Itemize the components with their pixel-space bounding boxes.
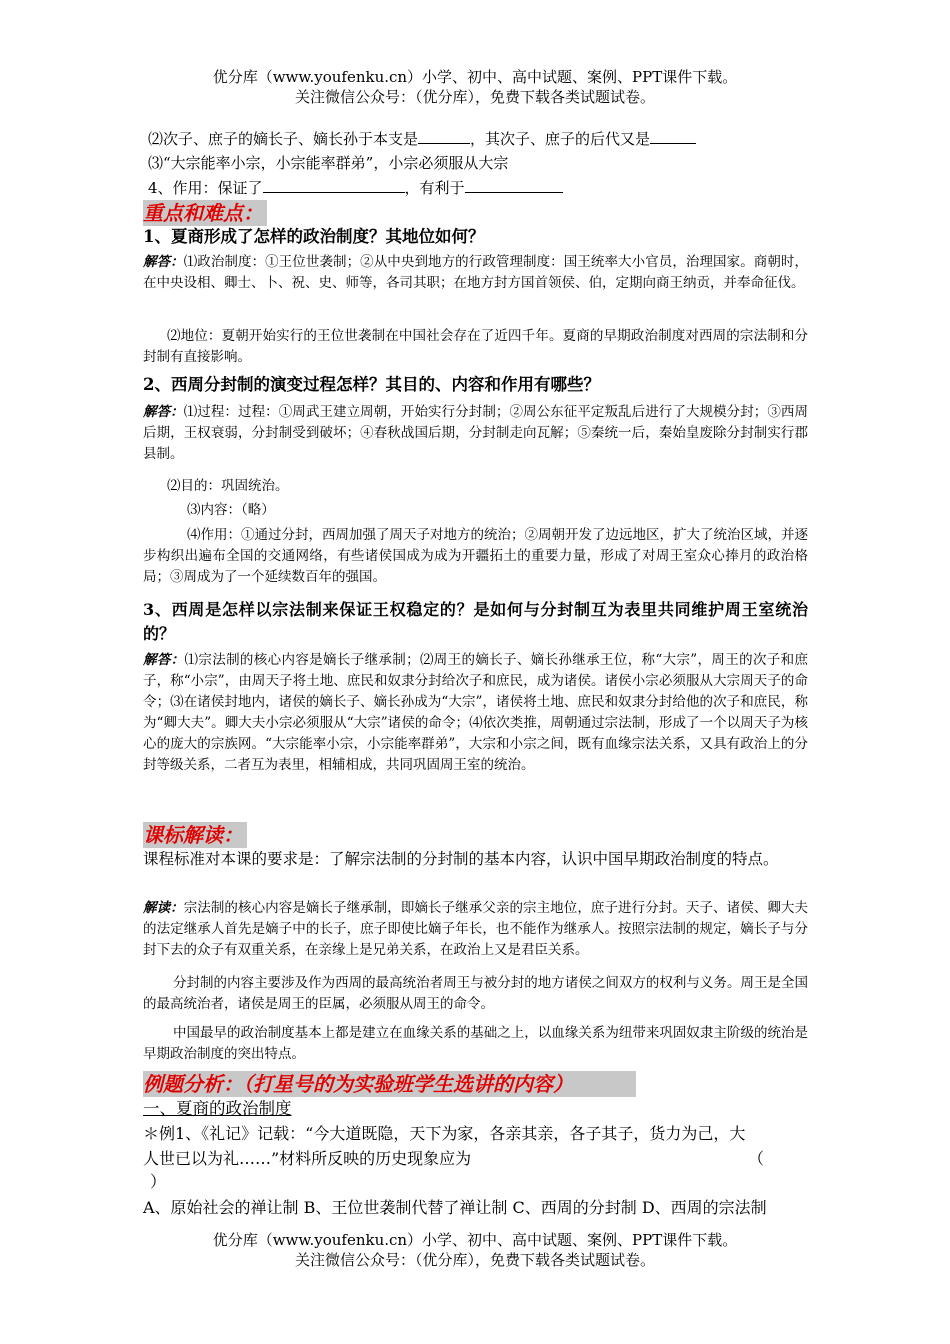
blank [263, 177, 405, 193]
item-4-text-a: 4、作用：保证了 [148, 179, 263, 197]
answer-2-part1 [143, 402, 808, 465]
question-2: 2、西周分封制的演变过程怎样？其目的、内容和作用有哪些？ [143, 375, 600, 394]
page-footer-line1: 优分库（www.youfenku.cn）小学、初中、高中试题、案例、PPT课件下载。 [212, 1231, 738, 1249]
item-2 [148, 128, 696, 149]
interpretation-1-text: 宗法制的核心内容是嫡长子继承制，即嫡长子继承父亲的宗主地位，庶子进行分封。天子、诸侯、卿大夫的法定继承人首先是嫡子中的长子，庶子即使比嫡子年长，也不能作为继承人。按照宗法制的规定，嫡长子与分封下去的众子有双重关系，在亲缘上是兄弟关系，在政治上又是君臣关系。 [143, 900, 808, 958]
example-1-paren-close: ） [150, 1172, 167, 1191]
answer-2-text: ⑴过程：过程：①周武王建立周朝，开始实行分封制；②周公东征平定叛乱后进行了大规模分封；③西周后期，王权衰弱，分封制受到破坏；④春秋战国后期，分封制走向瓦解；⑤秦统一后，秦始皇废除分封制实行郡县制。 [143, 404, 808, 462]
blank [650, 128, 696, 144]
heading-standard: 课标解读： [143, 822, 247, 848]
heading-key-points: 重点和难点： [143, 200, 267, 226]
answer-3 [143, 650, 808, 776]
item-4-text-b: ，有利于 [404, 179, 465, 197]
item-2-text-b: ，其次子、庶子的后代又是 [470, 130, 651, 148]
question-3: 3、西周是怎样以宗法制来保证王权稳定的？是如何与分封制互为表里共同维护周王室统治的？ [143, 600, 808, 643]
answer-1-part1 [143, 252, 808, 294]
blank [418, 128, 470, 144]
answer-2-part3: ⑶内容：（略） [187, 502, 275, 518]
interpretation-1 [143, 898, 808, 961]
blank [465, 177, 563, 193]
interpretation-3: 中国最早的政治制度基本上都是建立在血缘关系的基础之上，以血缘关系为纽带来巩固奴隶主阶级的统治是早期政治制度的突出特点。 [143, 1025, 808, 1062]
section-heading-1: 一、夏商的政治制度 [143, 1099, 292, 1118]
question-1: 1、夏商形成了怎样的政治制度？其地位如何？ [143, 227, 485, 246]
item-2-text-a: ⑵次子、庶子的嫡长子、嫡长孙于本支是 [148, 130, 419, 148]
example-1-line1: ＊例1、《礼记》记载：“今大道既隐，天下为家，各亲其亲，各子其子，货力为己，大 [143, 1124, 746, 1143]
answer-2-part2: ⑵目的：巩固统治。 [167, 478, 289, 494]
example-1-paren-open: （ [748, 1149, 765, 1168]
interpretation-2: 分封制的内容主要涉及作为西周的最高统治者周王与被分封的地方诸侯之间双方的权利与义务。周王是全国的最高统治者，诸侯是周王的臣属，必须服从周王的命令。 [143, 975, 808, 1012]
answer-label: 解答： [143, 652, 185, 668]
example-1-options: A、原始社会的禅让制 B、王位世袭制代替了禅让制 C、西周的分封制 D、西周的宗法制 [143, 1198, 767, 1217]
item-4 [148, 177, 563, 198]
answer-3-text: ⑴宗法制的核心内容是嫡长子继承制；⑵周王的嫡长子、嫡长孙继承王位，称“大宗”，周王的次子和庶子，称“小宗”，由周天子将土地、庶民和奴隶分封给次子和庶民，成为诸侯。诸侯小宗必须服从大宗周天子的命令；⑶在诸侯封地内，诸侯的嫡长子、嫡长孙成为“大宗”，诸侯将土地、庶民和奴隶分封给他的次子和庶民，称为“卿大夫”。卿大夫小宗必须服从“大宗”诸侯的命令；⑷依次类推，周朝通过宗法制，形成了一个以周天子为核心的庞大的宗族网。“大宗能率小宗，小宗能率群弟”，大宗和小宗之间，既有血缘宗法关系，又具有政治上的分封等级关系，二者互为表里，相辅相成，共同巩固周王室的统治。 [143, 652, 808, 773]
interpretation-label: 解读： [143, 900, 184, 916]
heading-examples: 例题分析：（打星号的为实验班学生选讲的内容） [143, 1071, 636, 1097]
page-header-line1: 优分库（www.youfenku.cn）小学、初中、高中试题、案例、PPT课件下载。 [212, 68, 738, 86]
answer-label: 解答： [143, 254, 184, 270]
answer-label: 解答： [143, 404, 184, 420]
page-header-line2: 关注微信公众号：（优分库），免费下载各类试题试卷。 [294, 88, 655, 106]
page-footer-line2: 关注微信公众号：（优分库），免费下载各类试题试卷。 [294, 1251, 655, 1269]
item-3: ⑶“大宗能率小宗，小宗能率群弟”，小宗必须服从大宗 [148, 154, 509, 172]
answer-2-part4: ⑷作用：①通过分封，西周加强了周天子对地方的统治；②周朝开发了边远地区，扩大了统治区域，并逐步构织出遍布全国的交通网络，有些诸侯国成为成为开疆拓土的重要力量，形成了对周王室众心捧月的政治格局；③周成为了一个延续数百年的强国。 [143, 527, 808, 585]
answer-1-part2: ⑵地位：夏朝开始实行的王位世袭制在中国社会存在了近四千年。夏商的早期政治制度对西周的宗法制和分封制有直接影响。 [143, 328, 808, 365]
example-1-line2: 人世已以为礼……”材料所反映的历史现象应为 [143, 1149, 472, 1168]
answer-1-text: ⑴政治制度：①王位世袭制；②从中央到地方的行政管理制度：国王统率大小官员，治理国家。商朝时，在中央设相、卿士、卜、祝、史、师等，各司其职；在地方封方国首领侯、伯，定期向商王纳贡，并奉命征伐。 [143, 254, 808, 291]
standard-requirement: 课程标准对本课的要求是：了解宗法制的分封制的基本内容，认识中国早期政治制度的特点。 [143, 850, 779, 868]
